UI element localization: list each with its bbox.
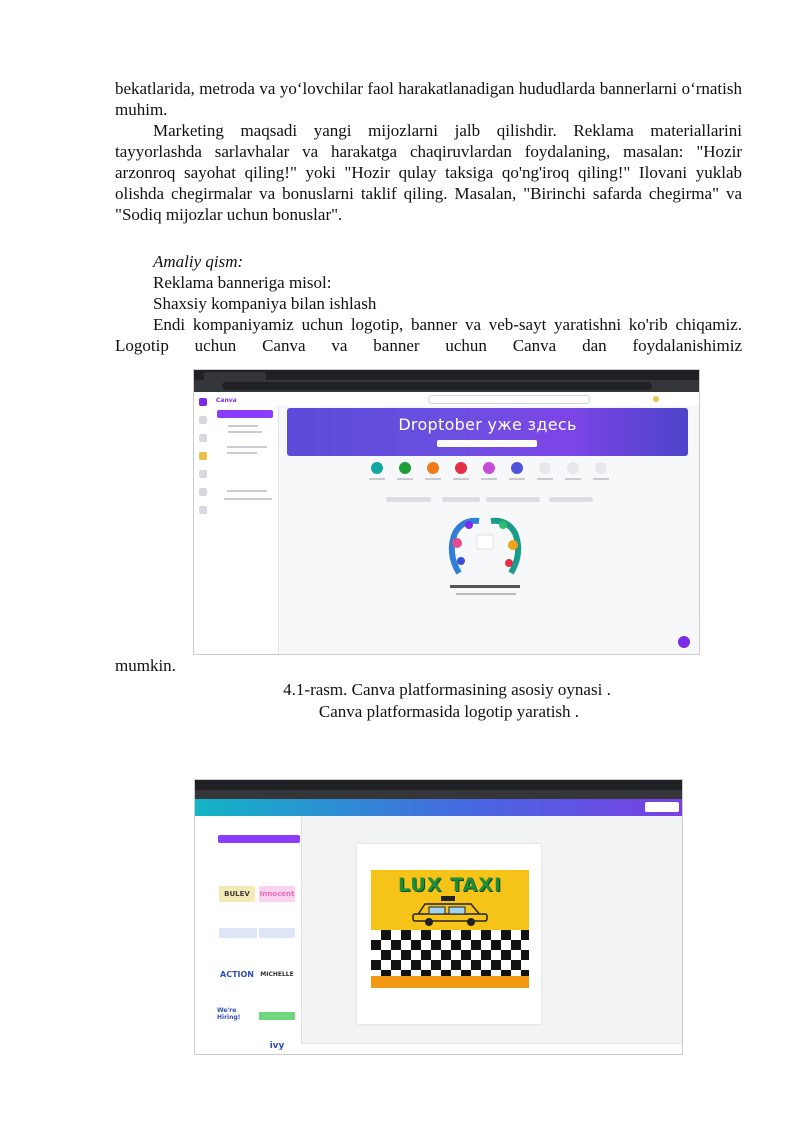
category-icon [427,462,439,474]
template-thumbnail: ACTION [220,969,254,979]
paragraph-canva-end: mumkin. [115,656,176,675]
editor-status-bar [301,1043,682,1054]
avatar [653,396,659,402]
canva-home-screenshot [193,369,700,655]
search-input [428,395,590,404]
paragraph-continued: bekatlarida, metroda va yo‘lovchilar faol harakatlanadigan hududlarda bannerlarni o‘rnatish muhim. [115,79,742,119]
template-thumbnail: Innocent [259,886,295,902]
browser-address-bar [194,380,699,392]
logo-checker-band [371,930,529,976]
promo-banner [287,408,688,456]
category-icon [511,462,523,474]
category-icon [567,462,579,474]
paragraph-marketing: Marketing maqsadi yangi mijozlarni jalb qilishdir. Reklama materiallarini tayyorlashda sarlavhalar va harakatga chaqiruvlardan foydalaning, masalan: "Hozir arzonroq sayohat qiling!" yoki "Hozir qulay taksiga qo'ng'iroq qiling!" Ilovani yuklab olishda chegirmalar va bonuslarni taklif qiling. Masalan, "Birinchi safarda chegirma" va "Sodiq mijozlar uchun bonuslar". [115,121,742,224]
paragraph-canva: Endi kompaniyamiz uchun logotip, banner va veb-sayt yaratishni ko'rib chiqamiz. Logotip uchun Canva va banner uchun Canva dan foydalanishimiz [115,315,742,355]
taxi-car-icon [411,896,489,926]
browser-tab-strip [194,370,699,380]
company-work-line: Shaxsiy kompaniya bilan ishlash [153,294,377,313]
logo-text: LUX TAXI [397,874,503,896]
create-design-button [217,410,273,418]
practical-heading: Amaliy qism: [153,252,244,271]
banner-title: Droptober уже здесь [398,415,577,434]
icon-rail [195,816,216,1054]
template-thumbnail: BULEV [219,886,255,902]
template-thumbnail: MICHELLE [260,970,294,978]
icon-rail [194,392,213,654]
browser-tab-strip [195,780,682,790]
category-icon [483,462,495,474]
canva-editor-screenshot [194,779,683,1055]
logo-yellow-band [371,870,529,930]
illustration-wreath [439,513,531,577]
category-icon [595,462,607,474]
banner-example-line: Reklama banneriga misol: [153,273,332,292]
top-bar [278,392,699,406]
editor-toolbar [195,799,682,816]
logo-orange-band [371,976,529,988]
figure-caption: 4.1-rasm. Canva platformasining asosiy oynasi . [283,680,611,699]
template-thumbnail: We're Hiring! [217,1007,241,1021]
category-icon [399,462,411,474]
canva-logo: Canva [216,397,237,404]
template-thumbnail: ivy [269,1041,285,1051]
category-icon [455,462,467,474]
category-icon [371,462,383,474]
design-canvas [357,844,541,1024]
help-icon [678,636,690,648]
panel-button [218,835,300,843]
logo-caption: Canva platformasida logotip yaratish . [318,702,580,721]
browser-address-bar [195,790,682,799]
category-icon [539,462,551,474]
